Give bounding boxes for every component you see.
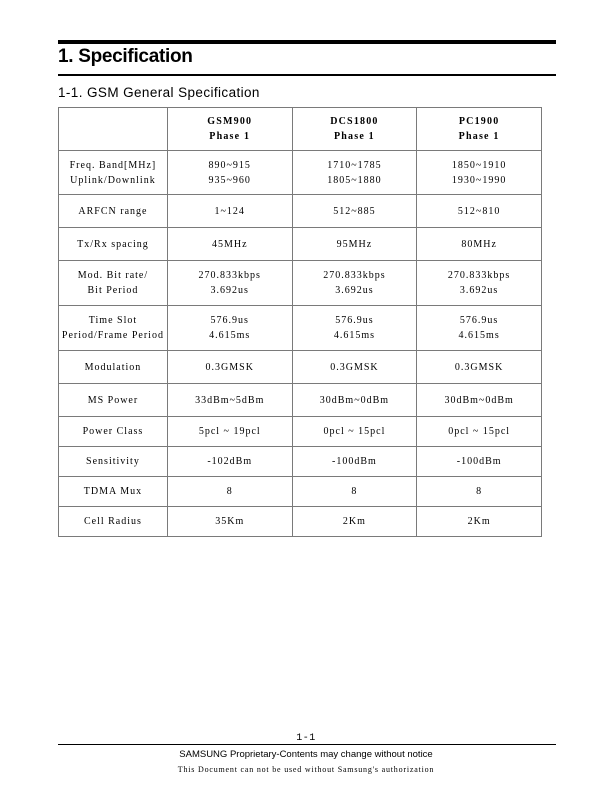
subsection-title: 1-1. GSM General Specification <box>58 85 260 100</box>
page-number: 1-1 <box>296 733 316 744</box>
table-cell: -100dBm <box>417 447 542 477</box>
cell-line: 4.615ms <box>333 330 375 341</box>
table-row <box>59 384 542 417</box>
table-cell <box>167 306 292 351</box>
header-band-name: DCS1800 <box>330 116 379 127</box>
cell-line: 3.692us <box>210 285 249 296</box>
row-label: Modulation <box>59 351 168 384</box>
table-cell <box>292 151 417 195</box>
table-cell: 0.3GMSK <box>167 351 292 384</box>
row-label-line: Bit Period <box>87 285 139 296</box>
row-label-line: Period/Frame Period <box>61 330 164 341</box>
cell-line: 935~960 <box>208 174 251 186</box>
table-row <box>59 261 542 306</box>
row-label <box>59 306 168 351</box>
top-rule <box>58 40 556 44</box>
cell-line: 270.833kbps <box>198 270 261 281</box>
header-phase: Phase 1 <box>458 131 500 142</box>
table-cell <box>417 306 542 351</box>
row-label: TDMA Mux <box>59 477 168 507</box>
table-cell: 0pcl ~ 15pcl <box>292 417 417 447</box>
cell-line: 4.615ms <box>458 330 500 341</box>
header-empty-cell <box>59 108 168 151</box>
table-cell: 8 <box>417 477 542 507</box>
table-cell: 0.3GMSK <box>417 351 542 384</box>
table-cell <box>417 261 542 306</box>
table-cell: 33dBm~5dBm <box>167 384 292 417</box>
row-label-line: Mod. Bit rate/ <box>77 270 149 281</box>
table-cell: -102dBm <box>167 447 292 477</box>
row-label: MS Power <box>59 384 168 417</box>
header-phase: Phase 1 <box>209 131 251 142</box>
section-title: 1. Specification <box>58 46 193 67</box>
cell-line: 576.9us <box>335 315 374 326</box>
table-row <box>59 151 542 195</box>
cell-line: 576.9us <box>459 315 499 326</box>
table-row <box>59 447 542 477</box>
table-cell: 30dBm~0dBm <box>292 384 417 417</box>
table-cell: 8 <box>292 477 417 507</box>
table-cell: 512~885 <box>292 195 417 228</box>
table-row <box>59 195 542 228</box>
cell-line: 3.692us <box>335 285 374 296</box>
table-cell <box>167 261 292 306</box>
table-row <box>59 306 542 351</box>
table-cell: 0.3GMSK <box>292 351 417 384</box>
table-cell: 45MHz <box>167 228 292 261</box>
header-pc1900 <box>417 108 542 151</box>
row-label-line: Uplink/Downlink <box>70 174 156 186</box>
table-cell <box>292 306 417 351</box>
table-cell: 35Km <box>167 507 292 537</box>
cell-line: 1805~1880 <box>327 174 382 186</box>
footer-rule <box>58 744 556 745</box>
table-row <box>59 228 542 261</box>
table-cell <box>292 261 417 306</box>
row-label: Cell Radius <box>59 507 168 537</box>
cell-line: 3.692us <box>459 285 499 296</box>
table-cell: -100dBm <box>292 447 417 477</box>
row-label: ARFCN range <box>59 195 168 228</box>
table-cell: 8 <box>167 477 292 507</box>
footer-notice: SAMSUNG Proprietary-Contents may change without notice <box>179 749 433 760</box>
table-row <box>59 477 542 507</box>
title-underline <box>58 74 556 76</box>
table-cell: 80MHz <box>417 228 542 261</box>
table-cell: 512~810 <box>417 195 542 228</box>
cell-line: 4.615ms <box>209 330 251 341</box>
table-cell: 5pcl ~ 19pcl <box>167 417 292 447</box>
table-cell: 0pcl ~ 15pcl <box>417 417 542 447</box>
row-label: Power Class <box>59 417 168 447</box>
table-cell: 2Km <box>417 507 542 537</box>
cell-line: 270.833kbps <box>447 270 511 281</box>
table-cell <box>167 151 292 195</box>
cell-line: 270.833kbps <box>323 270 386 281</box>
table-header-row <box>59 108 542 151</box>
header-gsm900 <box>167 108 292 151</box>
row-label <box>59 151 168 195</box>
table-cell: 2Km <box>292 507 417 537</box>
row-label: Tx/Rx spacing <box>59 228 168 261</box>
table-cell <box>417 151 542 195</box>
cell-line: 1930~1990 <box>451 174 507 186</box>
header-band-name: GSM900 <box>207 116 253 127</box>
header-dcs1800 <box>292 108 417 151</box>
row-label-line: Time Slot <box>88 315 138 326</box>
header-band-name: PC1900 <box>458 116 500 127</box>
row-label: Sensitivity <box>59 447 168 477</box>
table-row <box>59 351 542 384</box>
row-label <box>59 261 168 306</box>
table-row <box>59 417 542 447</box>
row-label-line: Freq. Band[MHz] <box>69 159 157 171</box>
header-phase: Phase 1 <box>333 131 375 142</box>
cell-line: 1710~1785 <box>327 159 382 171</box>
table-cell: 30dBm~0dBm <box>417 384 542 417</box>
gsm-spec-table <box>58 107 542 537</box>
table-row <box>59 507 542 537</box>
footer-authorization: This Document can not be used without Samsung's authorization <box>177 765 435 774</box>
cell-line: 576.9us <box>210 315 249 326</box>
table-cell: 1~124 <box>167 195 292 228</box>
table-cell: 95MHz <box>292 228 417 261</box>
cell-line: 890~915 <box>208 159 251 171</box>
cell-line: 1850~1910 <box>451 159 507 171</box>
